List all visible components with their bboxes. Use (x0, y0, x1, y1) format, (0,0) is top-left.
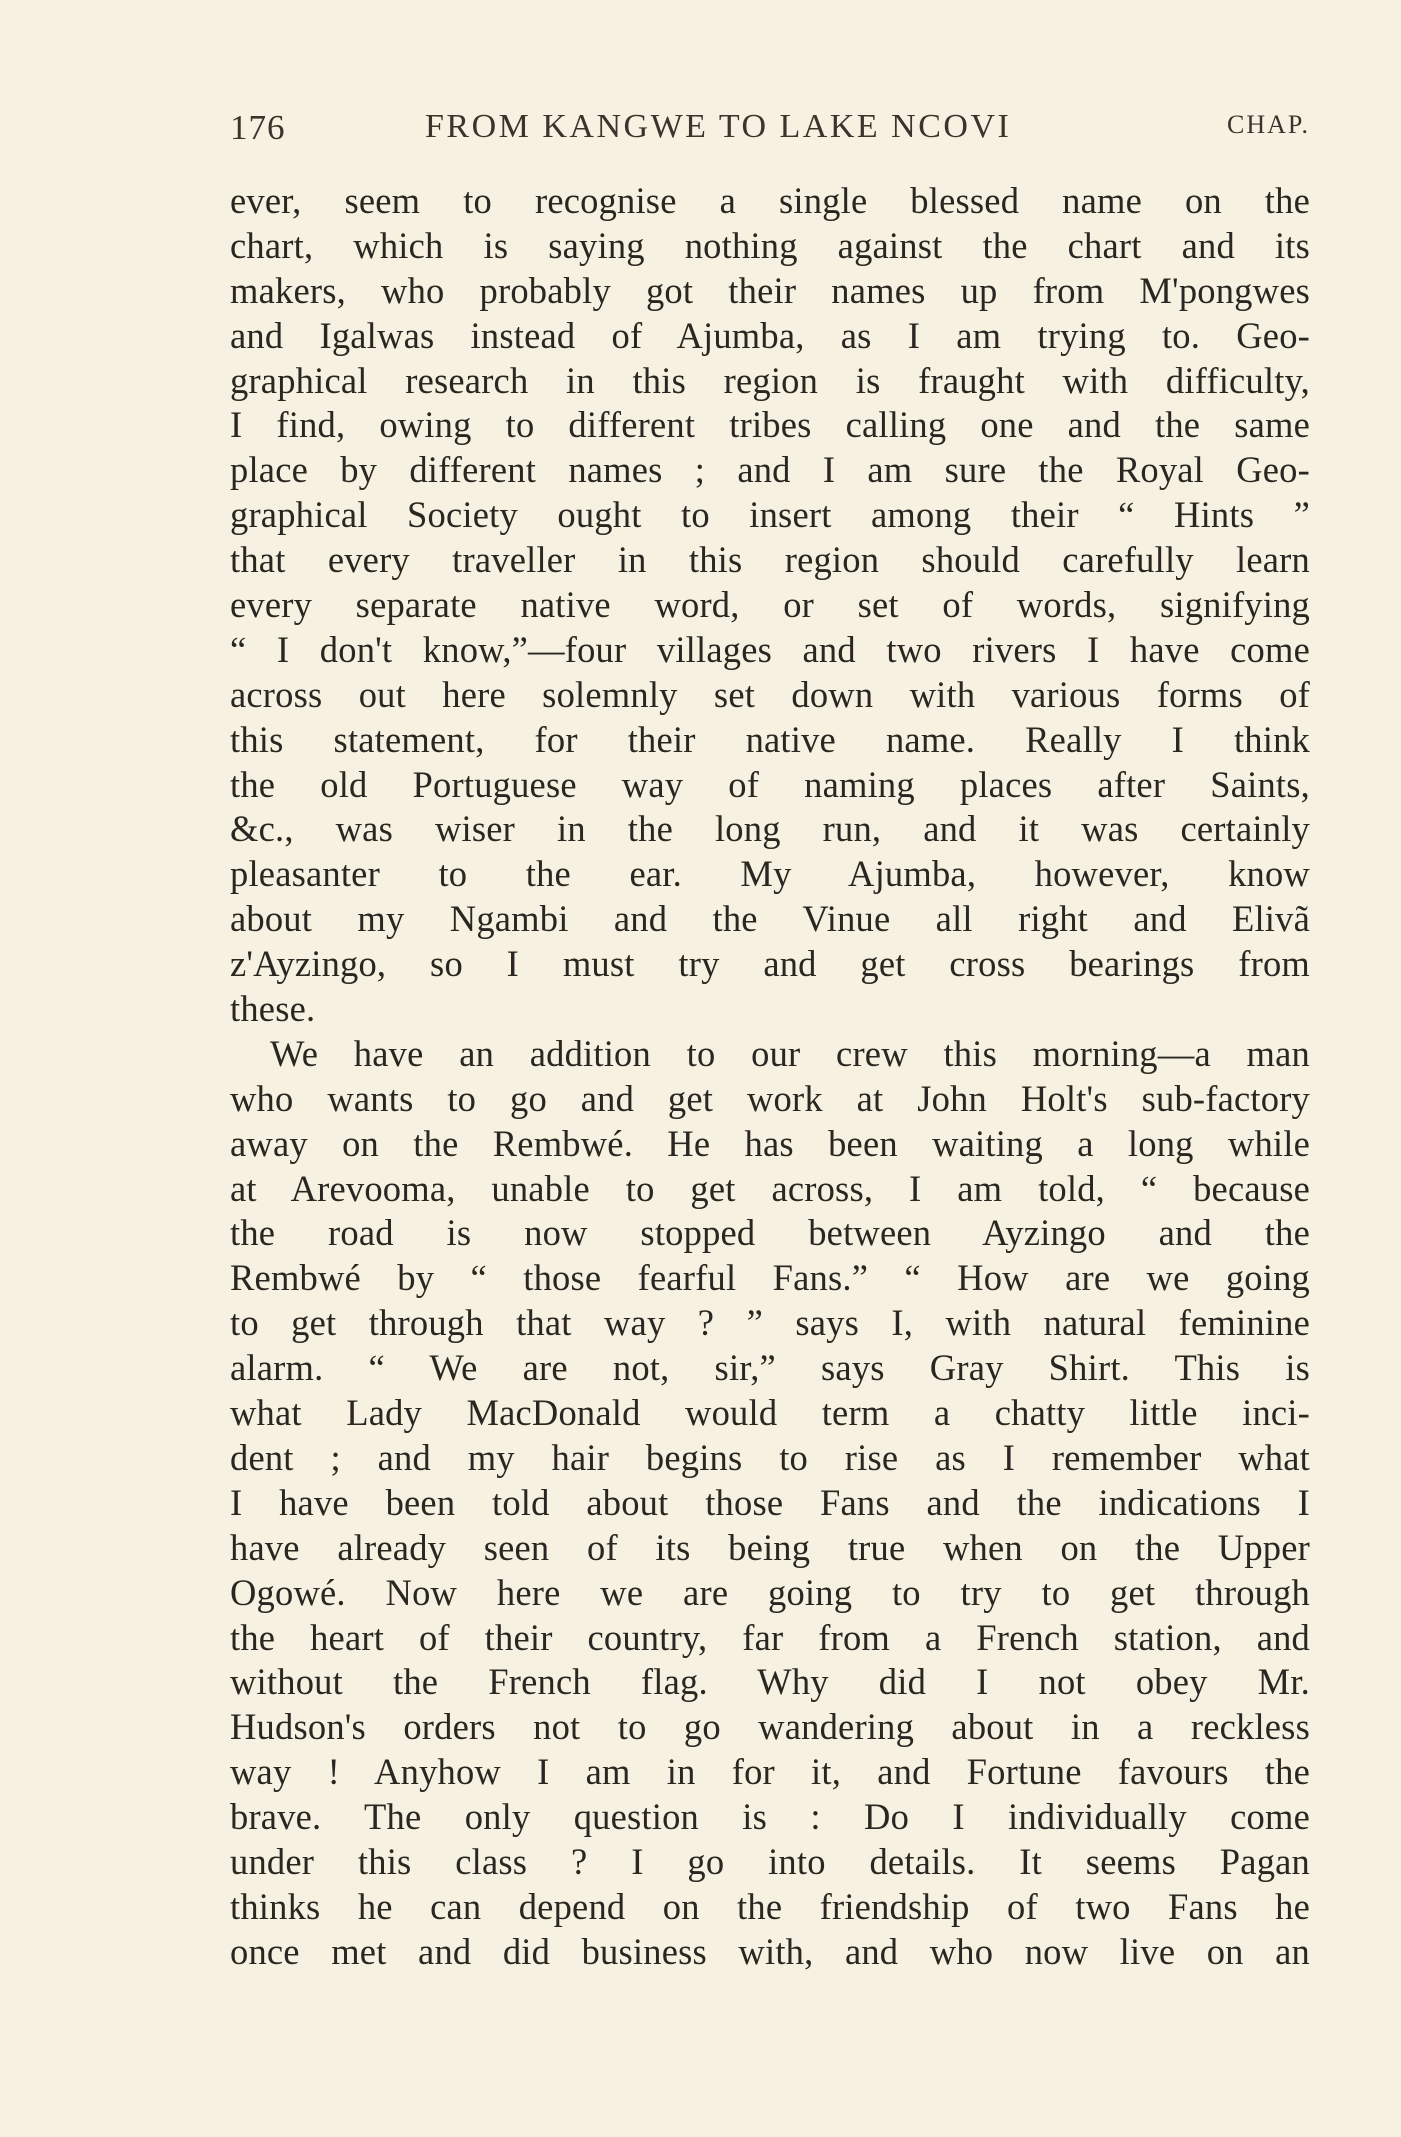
text-line: without the French flag. Why did I not obey Mr. (230, 1661, 1310, 1703)
text-line: these. (230, 988, 316, 1030)
text-line: Ogowé. Now here we are going to try to get through (230, 1571, 1310, 1613)
text-line: the road is now stopped between Ayzingo and the (230, 1212, 1310, 1254)
text-line: every separate native word, or set of words, signifying (230, 584, 1310, 626)
text-line: about my Ngambi and the Vinue all right and Elivã (230, 898, 1310, 940)
text-line: makers, who probably got their names up from M'pongwes (230, 269, 1310, 311)
chapter-label: CHAP. (1227, 110, 1310, 139)
text-line: way ! Anyhow I am in for it, and Fortune favours the (230, 1751, 1310, 1793)
text-line: graphical Society ought to insert among their “ Hints ” (230, 494, 1310, 536)
text-line: at Arevooma, unable to get across, I am told, “ because (230, 1167, 1310, 1209)
text-line: thinks he can depend on the friendship of two Fans he (230, 1885, 1310, 1927)
text-line: Hudson's orders not to go wandering about in a reckless (230, 1706, 1310, 1748)
text-line: I have been told about those Fans and the indications I (230, 1481, 1310, 1523)
text-line: away on the Rembwé. He has been waiting a long while (230, 1122, 1310, 1164)
text-line: dent ; and my hair begins to rise as I remember what (230, 1436, 1310, 1478)
text-line: pleasanter to the ear. My Ajumba, however, know (230, 853, 1310, 895)
page-number: 176 (230, 108, 286, 147)
text-line: brave. The only question is : Do I individually come (230, 1796, 1310, 1838)
body-text (230, 179, 1310, 1975)
text-line: that every traveller in this region should carefully learn (230, 539, 1310, 581)
text-line: chart, which is saying nothing against the chart and its (230, 224, 1310, 266)
running-head (230, 108, 1310, 158)
text-line: I find, owing to different tribes calling one and the same (230, 404, 1310, 446)
text-line: who wants to go and get work at John Holt's sub-factory (230, 1077, 1310, 1119)
text-line: what Lady MacDonald would term a chatty little inci- (230, 1392, 1310, 1434)
text-line: Rembwé by “ those fearful Fans.” “ How are we going (230, 1257, 1310, 1299)
text-line: across out here solemnly set down with various forms of (230, 673, 1310, 715)
text-line: under this class ? I go into details. It seems Pagan (230, 1840, 1310, 1882)
text-line: “ I don't know,”—four villages and two rivers I have come (230, 628, 1310, 670)
text-line: place by different names ; and I am sure the Royal Geo- (230, 449, 1310, 491)
text-line: the old Portuguese way of naming places after Saints, (230, 763, 1310, 805)
text-line: alarm. “ We are not, sir,” says Gray Shirt. This is (230, 1347, 1310, 1389)
text-line: graphical research in this region is fraught with difficulty, (230, 359, 1310, 401)
text-line: this statement, for their native name. Really I think (230, 718, 1310, 760)
text-line: the heart of their country, far from a French station, and (230, 1616, 1310, 1658)
text-line: have already seen of its being true when on the Upper (230, 1526, 1310, 1568)
text-line: to get through that way ? ” says I, with natural feminine (230, 1302, 1310, 1344)
text-line: We have an addition to our crew this morning—a man (270, 1032, 1310, 1074)
chapter-title: FROM KANGWE TO LAKE NCOVI (425, 108, 1012, 145)
text-line: &c., was wiser in the long run, and it was certainly (230, 808, 1310, 850)
text-line: z'Ayzingo, so I must try and get cross bearings from (230, 943, 1310, 985)
text-line: and Igalwas instead of Ajumba, as I am trying to. Geo- (230, 314, 1310, 356)
text-line: ever, seem to recognise a single blessed name on the (230, 180, 1310, 221)
text-line: once met and did business with, and who now live on an (230, 1930, 1310, 1972)
